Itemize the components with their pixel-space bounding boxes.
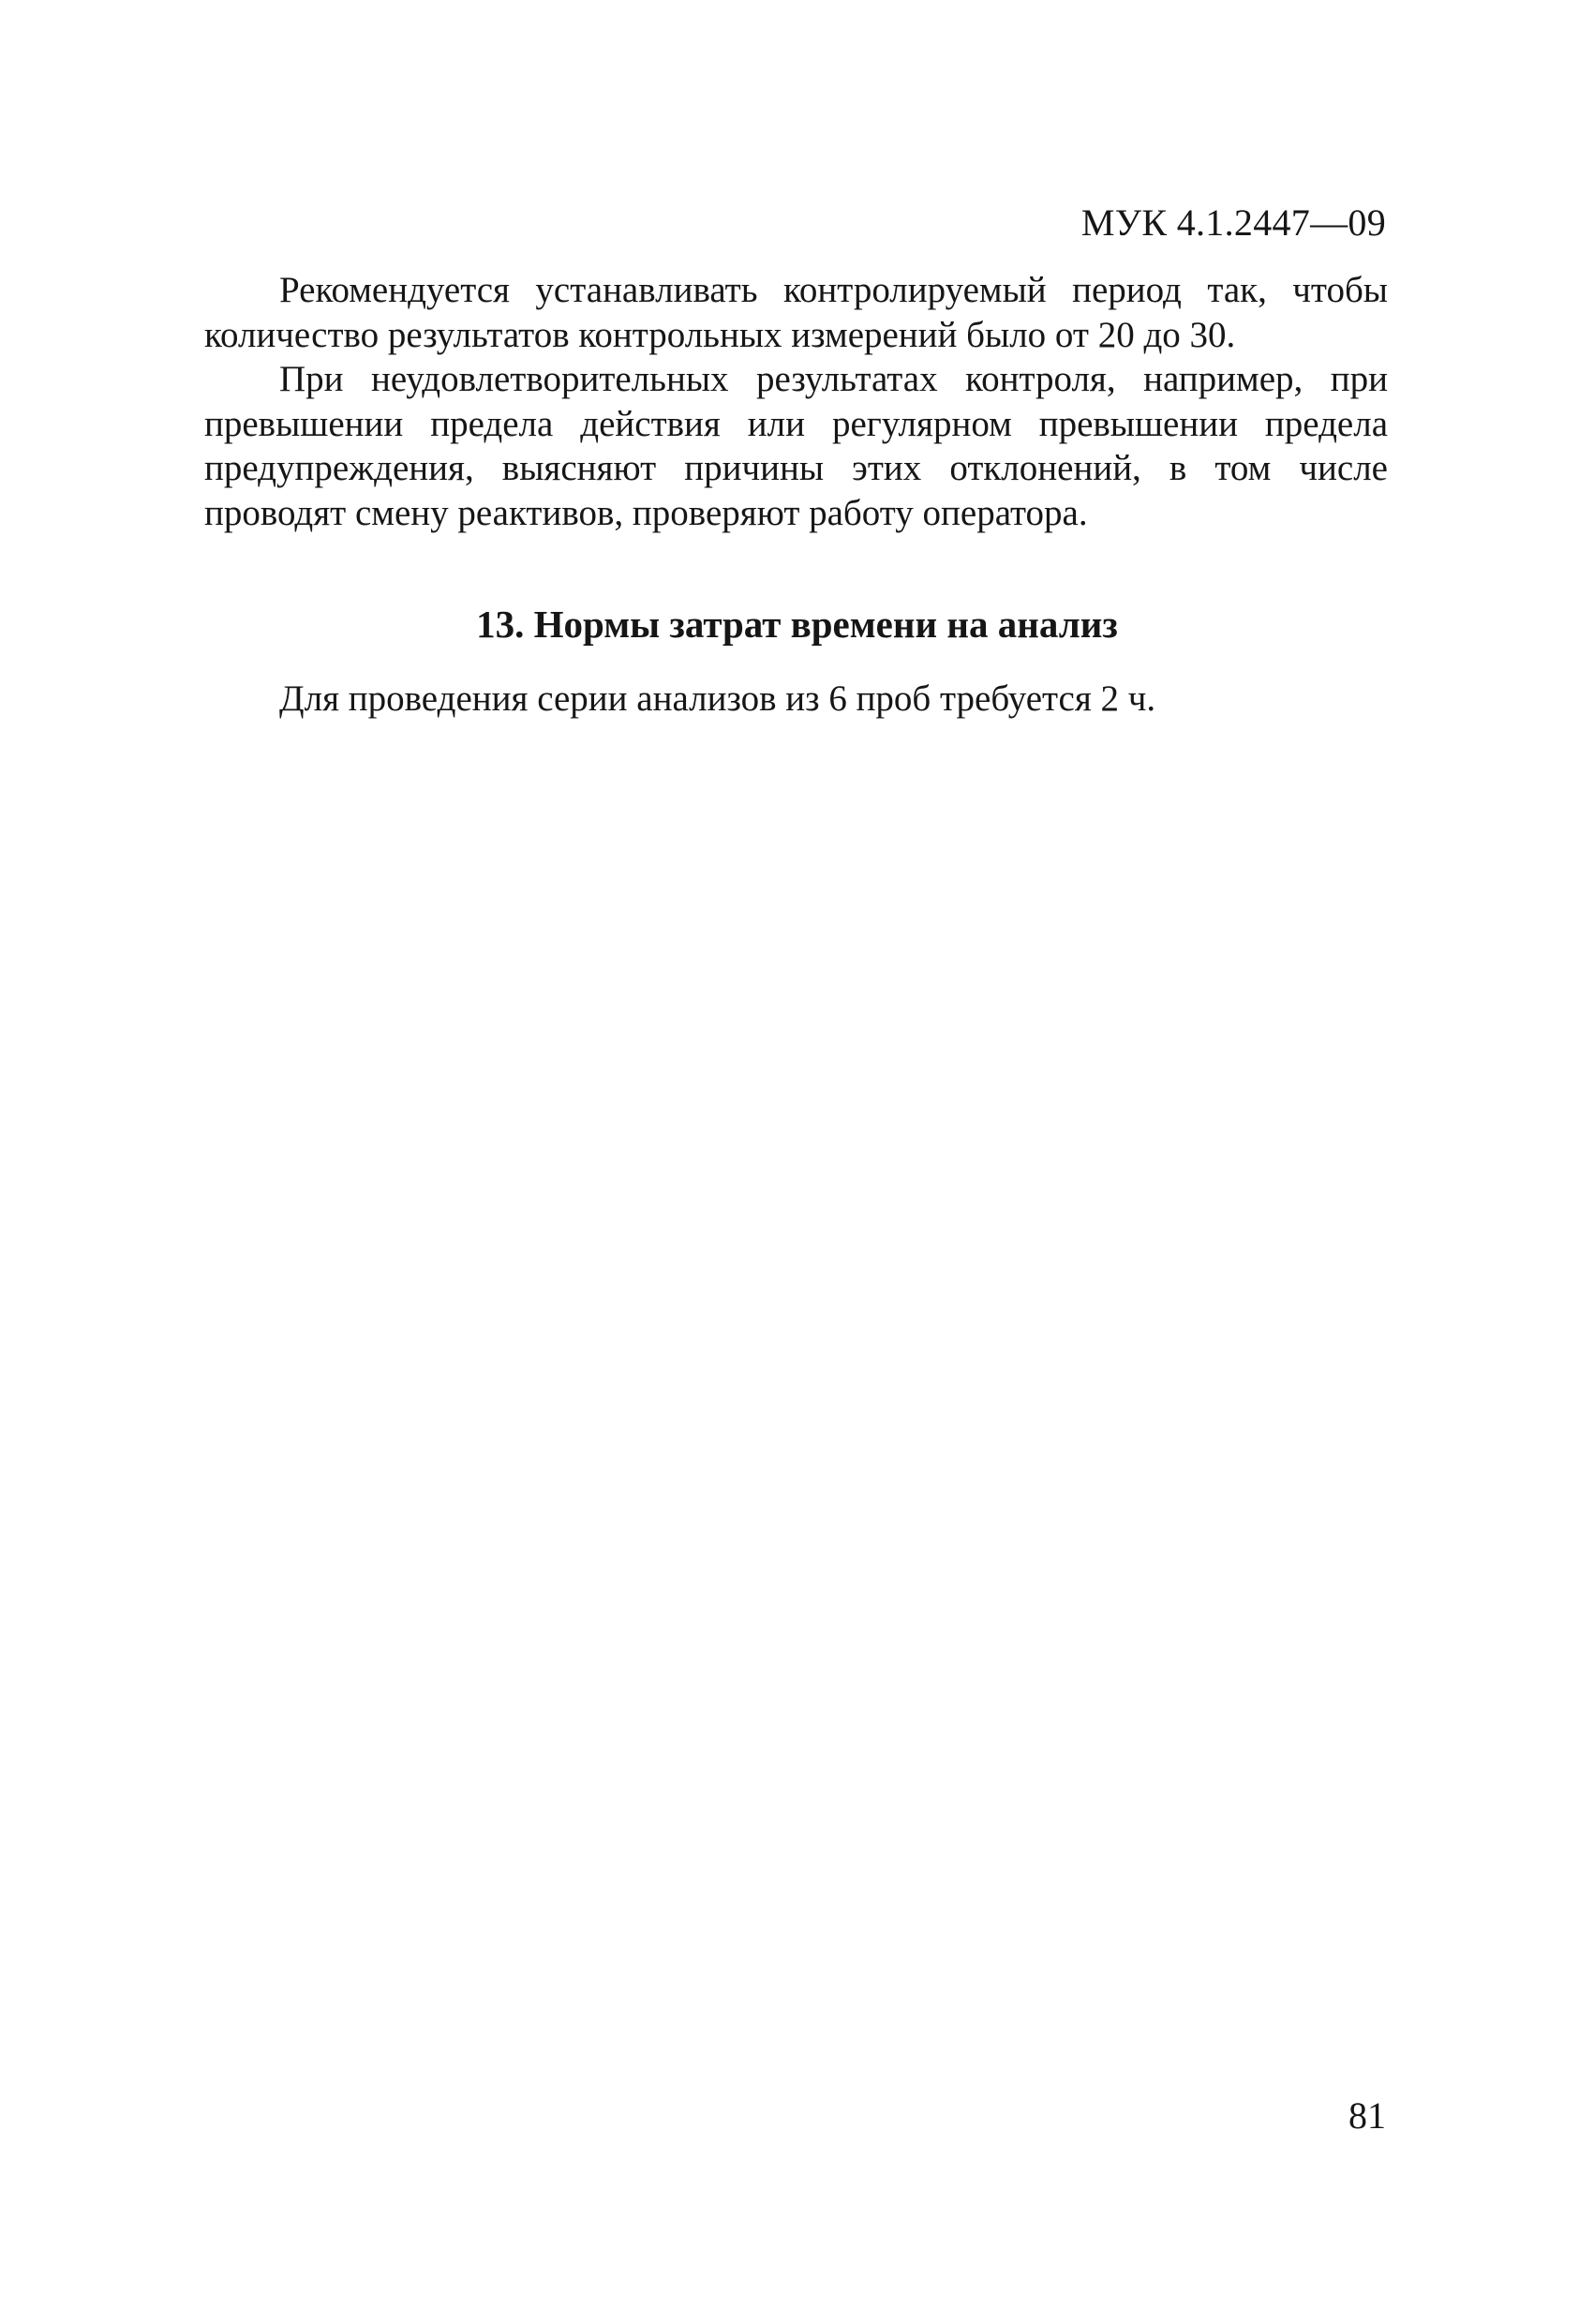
section-paragraph: Для проведения серии анализов из 6 проб требуется 2 ч. (279, 678, 1156, 719)
body-text (204, 268, 1388, 535)
paragraph-control-period: Рекомендуется устанавливать контролируемый период так, чтобы количество результатов контрольных измерений было от 20 до 30. (204, 270, 1388, 355)
page-number: 81 (1348, 2094, 1386, 2137)
document-code: МУК 4.1.2447—09 (1080, 201, 1386, 244)
paragraph-unsatisfactory-results: При неудовлетворительных результатах контроля, например, при превышении предела действия или регулярном превышении предела предупреждения, выясняют причины этих отклонений, в том числе проводят смену реактивов, проверяют работу оператора. (204, 359, 1388, 533)
section-title: 13. Нормы затрат времени на анализ (476, 603, 1118, 646)
